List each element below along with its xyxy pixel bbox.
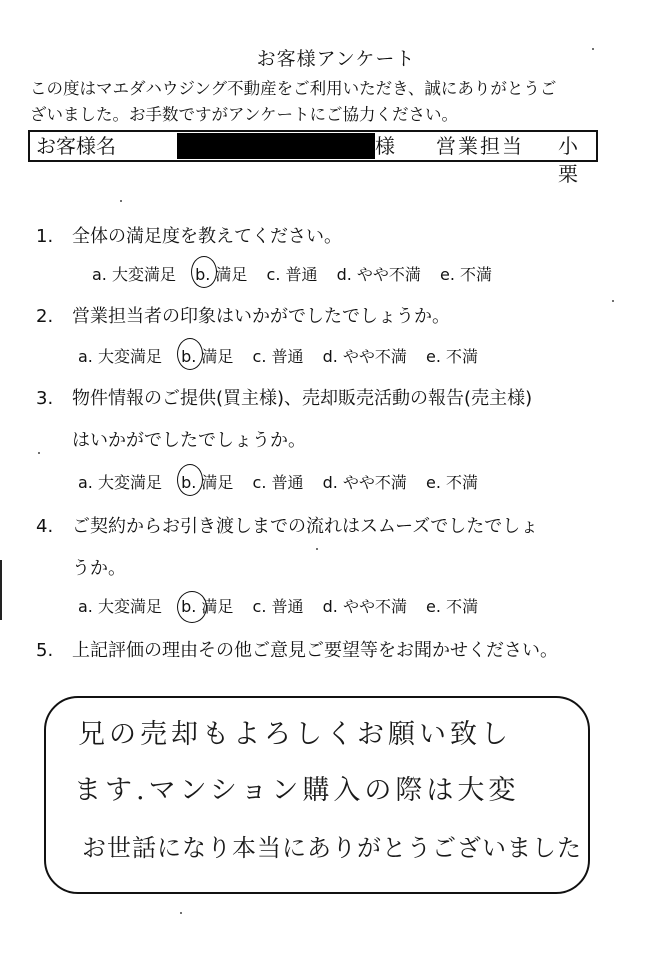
question-3-options bbox=[78, 470, 492, 493]
question-5 bbox=[36, 636, 558, 662]
selection-circle bbox=[177, 464, 203, 496]
question-1 bbox=[36, 222, 342, 248]
option-b-selected bbox=[181, 597, 196, 616]
intro-line-1: この度はマエダハウジング不動産をご利用いただき、誠にありがとうご bbox=[30, 79, 557, 98]
option-a: a. 大変満足 bbox=[78, 597, 162, 616]
option-b-label: b. 満足 bbox=[195, 265, 248, 284]
question-text: 物件情報のご提供(買主様)、売却販売活動の報告(売主様) bbox=[72, 388, 533, 409]
option-b-label: b. bbox=[181, 597, 197, 616]
option-b-selected bbox=[181, 344, 233, 367]
handwritten-comment-line-1: 兄の売却もよろしくお願い致し bbox=[78, 719, 512, 750]
option-d: d. やや不満 bbox=[322, 473, 407, 492]
question-number: 3. bbox=[36, 388, 54, 409]
option-b-label: b. 満足 bbox=[181, 347, 234, 366]
intro-text bbox=[30, 76, 650, 128]
scan-speck bbox=[592, 48, 594, 50]
option-a: a. 大変満足 bbox=[78, 473, 162, 492]
customer-name-box bbox=[28, 130, 598, 186]
question-number: 4. bbox=[36, 516, 54, 537]
option-c: c. 普通 bbox=[252, 597, 304, 616]
selection-circle bbox=[177, 338, 203, 370]
question-number: 2. bbox=[36, 306, 54, 327]
option-a: a. 大変満足 bbox=[78, 347, 162, 366]
scan-speck bbox=[612, 300, 614, 302]
option-c: c. 普通 bbox=[252, 473, 304, 492]
question-number: 1. bbox=[36, 226, 54, 247]
page-title: お客様アンケート bbox=[256, 48, 416, 70]
question-text: ご契約からお引き渡しまでの流れはスムーズでしたでしょ bbox=[72, 516, 539, 537]
question-text: 上記評価の理由その他ご意見ご要望等をお聞かせください。 bbox=[72, 640, 558, 661]
question-3 bbox=[36, 384, 532, 410]
question-4-continued: うか。 bbox=[72, 558, 126, 579]
question-1-options bbox=[92, 262, 506, 285]
redacted-name bbox=[177, 133, 375, 159]
scan-speck bbox=[316, 548, 318, 550]
option-d: d. やや不満 bbox=[336, 265, 421, 284]
sales-rep-label: 営業担当 bbox=[436, 134, 524, 158]
option-e: e. 不満 bbox=[426, 347, 479, 366]
question-2 bbox=[36, 302, 450, 328]
selection-circle bbox=[191, 256, 217, 288]
option-d: d. やや不満 bbox=[322, 347, 407, 366]
option-e: e. 不満 bbox=[440, 265, 493, 284]
option-e: e. 不満 bbox=[426, 473, 479, 492]
option-b-label: b. 満足 bbox=[181, 473, 234, 492]
scan-speck bbox=[120, 200, 122, 202]
question-text: 営業担当者の印象はいかがでしたでしょうか。 bbox=[72, 306, 450, 327]
question-2-options bbox=[78, 344, 492, 367]
option-e: e. 不満 bbox=[426, 597, 479, 616]
scan-edge-mark bbox=[0, 560, 2, 620]
question-number: 5. bbox=[36, 640, 54, 661]
option-b-selected bbox=[181, 470, 233, 493]
handwritten-comment-line-2: ます.マンション購入の際は大変 bbox=[74, 775, 520, 806]
option-b-text: 満足 bbox=[201, 597, 234, 616]
question-4 bbox=[36, 512, 538, 538]
honorific: 様 bbox=[375, 134, 395, 158]
option-a: a. 大変満足 bbox=[92, 265, 176, 284]
option-d: d. やや不満 bbox=[322, 597, 407, 616]
handwritten-comment-line-3: お世話になり本当にありがとうございました bbox=[82, 834, 582, 862]
question-3-continued: はいかがでしたでしょうか。 bbox=[72, 430, 306, 451]
customer-name-label: お客様名 bbox=[36, 134, 116, 158]
question-text: 全体の満足度を教えてください。 bbox=[72, 226, 342, 247]
sales-rep-name: 小栗 bbox=[558, 134, 580, 186]
option-b-selected bbox=[195, 262, 247, 285]
scan-speck bbox=[180, 912, 182, 914]
scan-speck bbox=[38, 452, 40, 454]
question-4-options bbox=[78, 594, 492, 617]
option-c: c. 普通 bbox=[266, 265, 318, 284]
intro-line-2: ざいました。お手数ですがアンケートにご協力ください。 bbox=[30, 105, 459, 124]
option-c: c. 普通 bbox=[252, 347, 304, 366]
